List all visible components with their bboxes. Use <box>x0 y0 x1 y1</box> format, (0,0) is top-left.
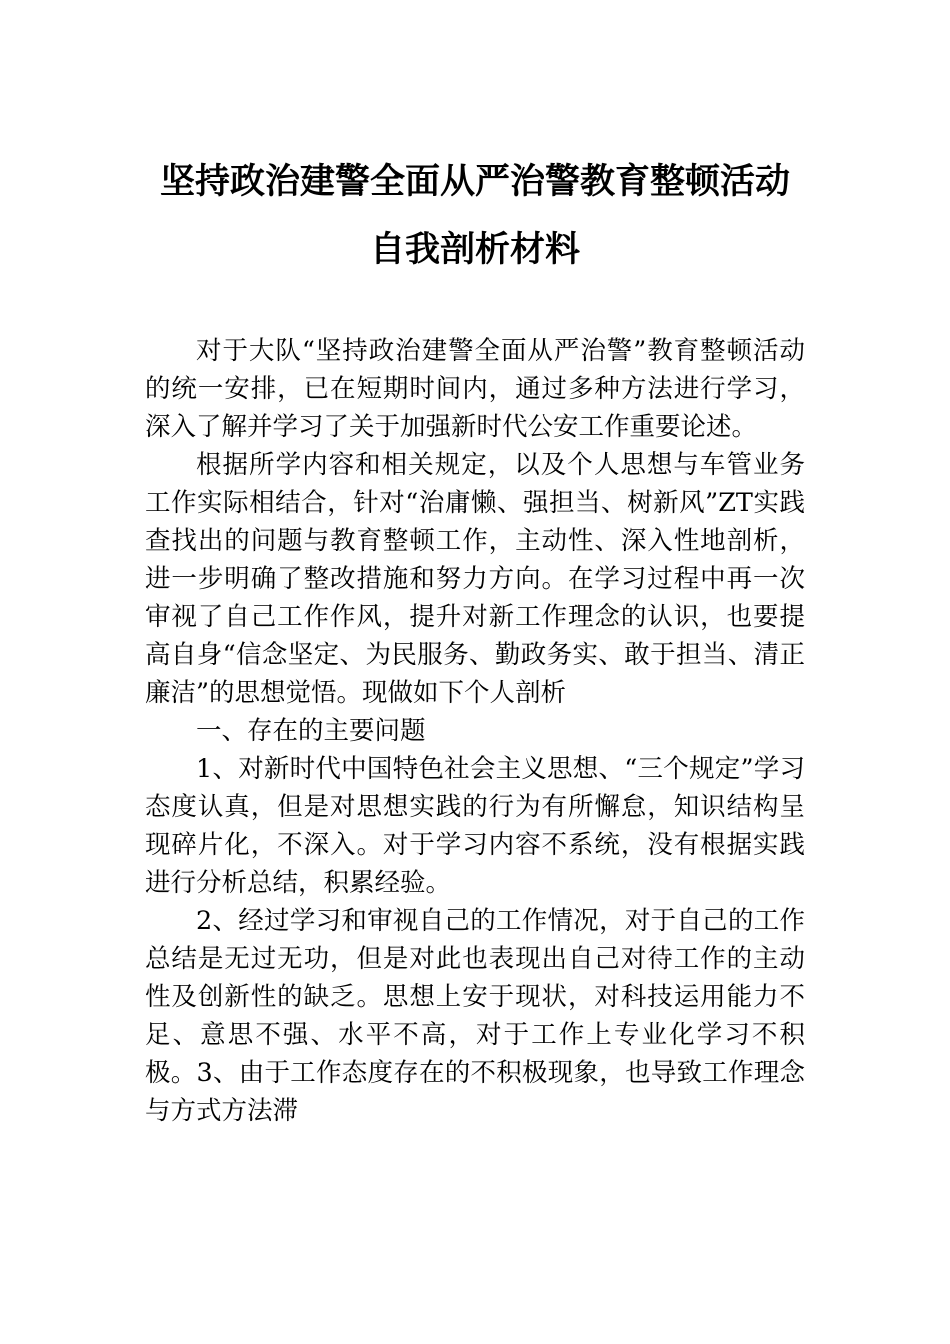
paragraph-problem-1: 1、对新时代中国特色社会主义思想、“三个规定”学习态度认真，但是对思想实践的行为有所懈怠，知识结构呈现碎片化，不深入。对于学习内容不系统，没有根据实践进行分析总结，积累经验。 <box>145 754 805 898</box>
document-title-line-1: 坚持政治建警全面从严治警教育整顿活动 <box>159 161 790 202</box>
section-heading-main-problems: 一、存在的主要问题 <box>196 716 426 746</box>
paragraph-intro: 对于大队“坚持政治建警全面从严治警”教育整顿活动的统一安排，已在短期时间内，通过多种方法进行学习，深入了解并学习了关于加强新时代公安工作重要论述。 <box>145 336 805 442</box>
document-body <box>145 332 805 1130</box>
paragraph-analysis: 根据所学内容和相关规定，以及个人思想与车管业务工作实际相结合，针对“治庸懒、强担当、树新风”ZT实践查找出的问题与教育整顿工作，主动性、深入性地剖析，进一步明确了整改措施和努力方向。在学习过程中再一次审视了自己工作作风，提升对新工作理念的认识，也要提高自身“信念坚定、为民服务、勤政务实、敢于担当、清正廉洁”的思想觉悟。现做如下个人剖析 <box>145 450 805 708</box>
paragraph-problem-2: 2、经过学习和审视自己的工作情况，对于自己的工作总结是无过无功，但是对此也表现出自己对待工作的主动性及创新性的缺乏。思想上安于现状，对科技运用能力不足、意思不强、水平不高，对于工作上专业化学习不积极。3、由于工作态度存在的不积极现象，也导致工作理念与方式方法滞 <box>145 906 805 1126</box>
document-title-line-2: 自我剖析材料 <box>369 229 580 270</box>
